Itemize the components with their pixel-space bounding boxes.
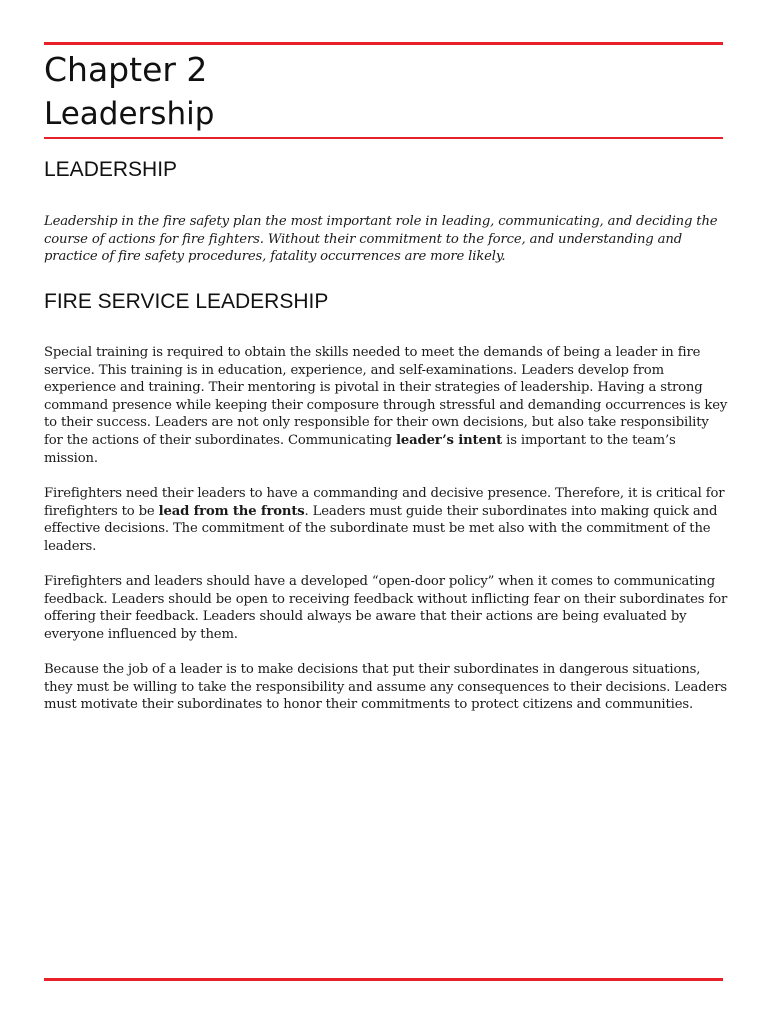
intro-paragraph: Leadership in the fire safety plan the most important role in leading, communicating, and deciding the course of actions for fire fighters. Without their commitment to the force, and understanding and practice of fire safety procedures, fatality occurrences are more likely. bbox=[44, 214, 718, 265]
bold-phrase-lead-from-fronts: lead from the fronts bbox=[158, 503, 305, 519]
chapter-title: Leadership bbox=[44, 96, 215, 132]
paragraph-text: Firefighters need their leaders to have a commanding and decisive presence. Therefore, it is critical for firefighters to be bbox=[44, 486, 725, 519]
paragraph-text: Special training is required to obtain the skills needed to meet the demands of being a leader in fire service. This training is in education, experience, and self-examinations. Leaders develop from experience and training. Their mentoring is pivotal in their strategies of leadership. Having a strong command presence while keeping their composure through stressful and demanding occurrences is key to their success. Leaders are not only responsible for their own decisions, but also take responsibility for the actions of their subordinates. Communicating bbox=[44, 345, 728, 448]
title-red-rule bbox=[44, 137, 723, 139]
paragraph-responsibility: Because the job of a leader is to make decisions that put their subordinates in dangerous situations, they must be willing to take the responsibility and assume any consequences to their decisions. Leaders must motivate their subordinates to honor their commitments to protect citizens and communities. bbox=[44, 662, 727, 713]
bold-phrase-leaders-intent: leader’s intent bbox=[396, 432, 503, 448]
paragraph-text: is important to the team’s mission. bbox=[44, 432, 676, 466]
chapter-number: Chapter 2 bbox=[44, 50, 208, 89]
section-heading-fire-service: FIRE SERVICE LEADERSHIP bbox=[44, 290, 329, 313]
paragraph-presence bbox=[44, 485, 728, 555]
paragraph-text: . Leaders must guide their subordinates into making quick and effective decisions. The commitment of the subordinate must be met also with the commitment of the leaders. bbox=[44, 503, 718, 554]
paragraph-training bbox=[44, 344, 728, 467]
top-red-rule bbox=[44, 42, 723, 45]
section-heading-leadership: LEADERSHIP bbox=[44, 158, 178, 181]
paragraph-open-door: Firefighters and leaders should have a developed “open-door policy” when it comes to communicating feedback. Leaders should be open to receiving feedback without inflicting fear on their subordinates for offering their feedback. Leaders should always be aware that their actions are being evaluated by everyone influenced by them. bbox=[44, 574, 728, 642]
bottom-red-rule bbox=[44, 978, 723, 981]
